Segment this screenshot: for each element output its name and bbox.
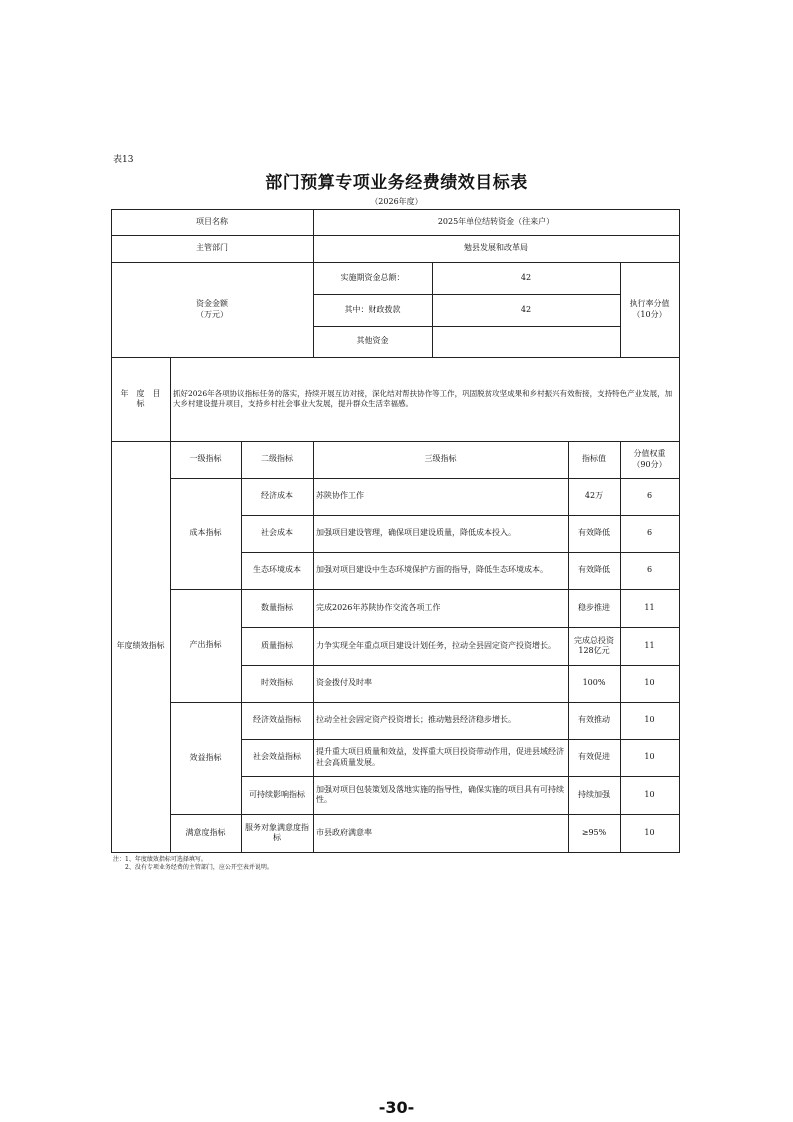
other-funds-label: 其他资金 [356, 336, 389, 346]
level1-indicator: 成本指标 [189, 528, 222, 538]
fiscal-appropriation-label: 其中：财政拨款 [344, 304, 401, 314]
table-rule [241, 552, 680, 553]
indicator-weight: 6 [646, 565, 653, 575]
indicator-weight: 10 [644, 789, 655, 799]
indicator-weight: 10 [644, 827, 655, 837]
level3-header: 三级指标 [424, 454, 457, 464]
department-value: 勉县发展和改革局 [464, 243, 528, 253]
level3-indicator: 资金拨付及时率 [316, 678, 372, 688]
project-name-label: 项目名称 [196, 216, 228, 226]
level2-indicator: 可持续影响指标 [249, 789, 305, 799]
level1-header: 一级指标 [189, 454, 222, 464]
total-funds-value: 42 [520, 272, 532, 282]
level2-indicator: 数量指标 [261, 602, 293, 612]
table-rule [170, 357, 171, 853]
table-rule [313, 209, 314, 358]
level2-indicator: 经济成本 [261, 491, 293, 501]
table-rule [568, 441, 569, 853]
table-rule [620, 441, 621, 853]
indicator-value: 完成总投资128亿元 [574, 635, 614, 655]
annual-performance-indicators-label: 年度绩效指标 [116, 641, 165, 651]
table-rule [111, 209, 112, 853]
level2-indicator: 质量指标 [261, 640, 293, 650]
level2-indicator: 社会成本 [261, 528, 293, 538]
level3-indicator: 力争实现全年重点项目建设计划任务，拉动全县固定资产投资增长。 [316, 640, 556, 650]
level3-indicator: 市县政府满意率 [316, 827, 372, 837]
weight-header: 分值权重 （90分） [632, 449, 667, 469]
table-rule [241, 441, 242, 853]
execution-rate-score-label: 执行率分值 （10分） [629, 299, 670, 319]
indicator-weight: 11 [644, 640, 655, 650]
level2-indicator: 服务对象满意度指标 [245, 822, 309, 842]
table-rule [241, 739, 680, 740]
table-rule [241, 478, 680, 479]
indicator-weight: 6 [646, 491, 653, 501]
indicator-value: 有效促进 [578, 752, 610, 762]
department-label: 主管部门 [196, 243, 228, 253]
level3-indicator: 加强项目建设管理，确保项目建设质量，降低成本投入。 [316, 528, 516, 538]
level3-indicator: 提升重大项目质量和效益，发挥重大项目投资带动作用，促进县域经济社会高质量发展。 [316, 747, 564, 767]
table-rule [241, 515, 680, 516]
indicator-weight: 6 [646, 528, 653, 538]
table-rule [111, 262, 680, 263]
annual-goal-label: 年 度 目 标 [120, 388, 169, 408]
footnote-1: 注：1、年度绩效指标可选择填写。 [113, 856, 207, 863]
table-rule [679, 209, 680, 853]
fiscal-appropriation-value: 42 [520, 304, 532, 314]
indicator-value: 有效降低 [578, 565, 610, 575]
table-rule [241, 627, 680, 628]
indicator-weight: 10 [644, 715, 655, 725]
indicator-value-header: 指标值 [582, 454, 606, 464]
level3-indicator: 加强对项目包装策划及落地实施的指导性，确保实施的项目具有可持续性。 [316, 784, 564, 804]
funds-amount-label: 资金金额 （万元） [196, 299, 228, 319]
indicator-value: 有效推动 [578, 715, 610, 725]
other-funds-value [432, 326, 620, 357]
table-rule [241, 589, 680, 590]
table-rule [241, 665, 680, 666]
table-rule [313, 294, 621, 295]
indicator-value: 100% [582, 678, 606, 688]
indicator-value: 有效降低 [578, 528, 610, 538]
level1-indicator: 满意度指标 [185, 827, 226, 837]
annual-goal-text: 抓好2026年各项协议指标任务的落实，持续开展互访对接，深化结对帮扶协作等工作，巩固脱贫攻坚成果和乡村振兴有效衔接，支持特色产业发展，加大乡村建设提升项目，支持乡村社会事业大发展，提升群众生活幸福感。 [173, 389, 673, 408]
table-rule [241, 814, 680, 815]
table-rule [432, 262, 433, 358]
level2-header: 二级指标 [261, 454, 293, 464]
indicator-weight: 10 [644, 752, 655, 762]
page-title: 部门预算专项业务经费绩效目标表 [265, 173, 528, 193]
level2-indicator: 社会效益指标 [253, 752, 301, 762]
table-rule [241, 702, 680, 703]
indicator-weight: 11 [644, 602, 655, 612]
indicator-value: ≥95% [581, 827, 607, 837]
total-funds-label: 实施期资金总额： [340, 272, 405, 282]
level3-indicator: 苏陕协作工作 [316, 491, 364, 501]
page-number: -30- [378, 1098, 415, 1117]
table-rule [111, 441, 680, 442]
footnotes [113, 856, 273, 872]
table-rule [241, 852, 680, 853]
table-rule [111, 357, 680, 358]
table-number: 表13 [113, 155, 134, 165]
level3-indicator: 完成2026年苏陕协作交流各项工作 [316, 602, 441, 612]
indicator-weight: 10 [644, 678, 655, 688]
level2-indicator: 时效指标 [261, 678, 293, 688]
table-rule [313, 441, 314, 853]
table-rule [241, 776, 680, 777]
table-rule [620, 262, 621, 358]
table-rule [111, 209, 680, 210]
level3-indicator: 拉动全社会固定资产投资增长；推动勉县经济稳步增长。 [316, 715, 516, 725]
indicator-value: 持续加强 [578, 789, 610, 799]
level2-indicator: 生态环境成本 [253, 565, 301, 575]
table-rule [313, 326, 621, 327]
table-rule [111, 235, 680, 236]
project-name-value: 2025年单位结转资金（往来户） [437, 216, 555, 226]
fiscal-year: （2026年度） [370, 197, 423, 206]
indicator-value: 稳步推进 [578, 602, 610, 612]
level1-indicator: 效益指标 [189, 752, 222, 762]
indicator-value: 42万 [584, 491, 604, 501]
footnote-2: 2、没有专项业务经费的主管部门，应公开空表并说明。 [113, 864, 273, 872]
level1-indicator: 产出指标 [189, 640, 222, 650]
level3-indicator: 加强对项目建设中生态环境保护方面的指导，降低生态环境成本。 [316, 565, 548, 575]
level2-indicator: 经济效益指标 [253, 715, 301, 725]
